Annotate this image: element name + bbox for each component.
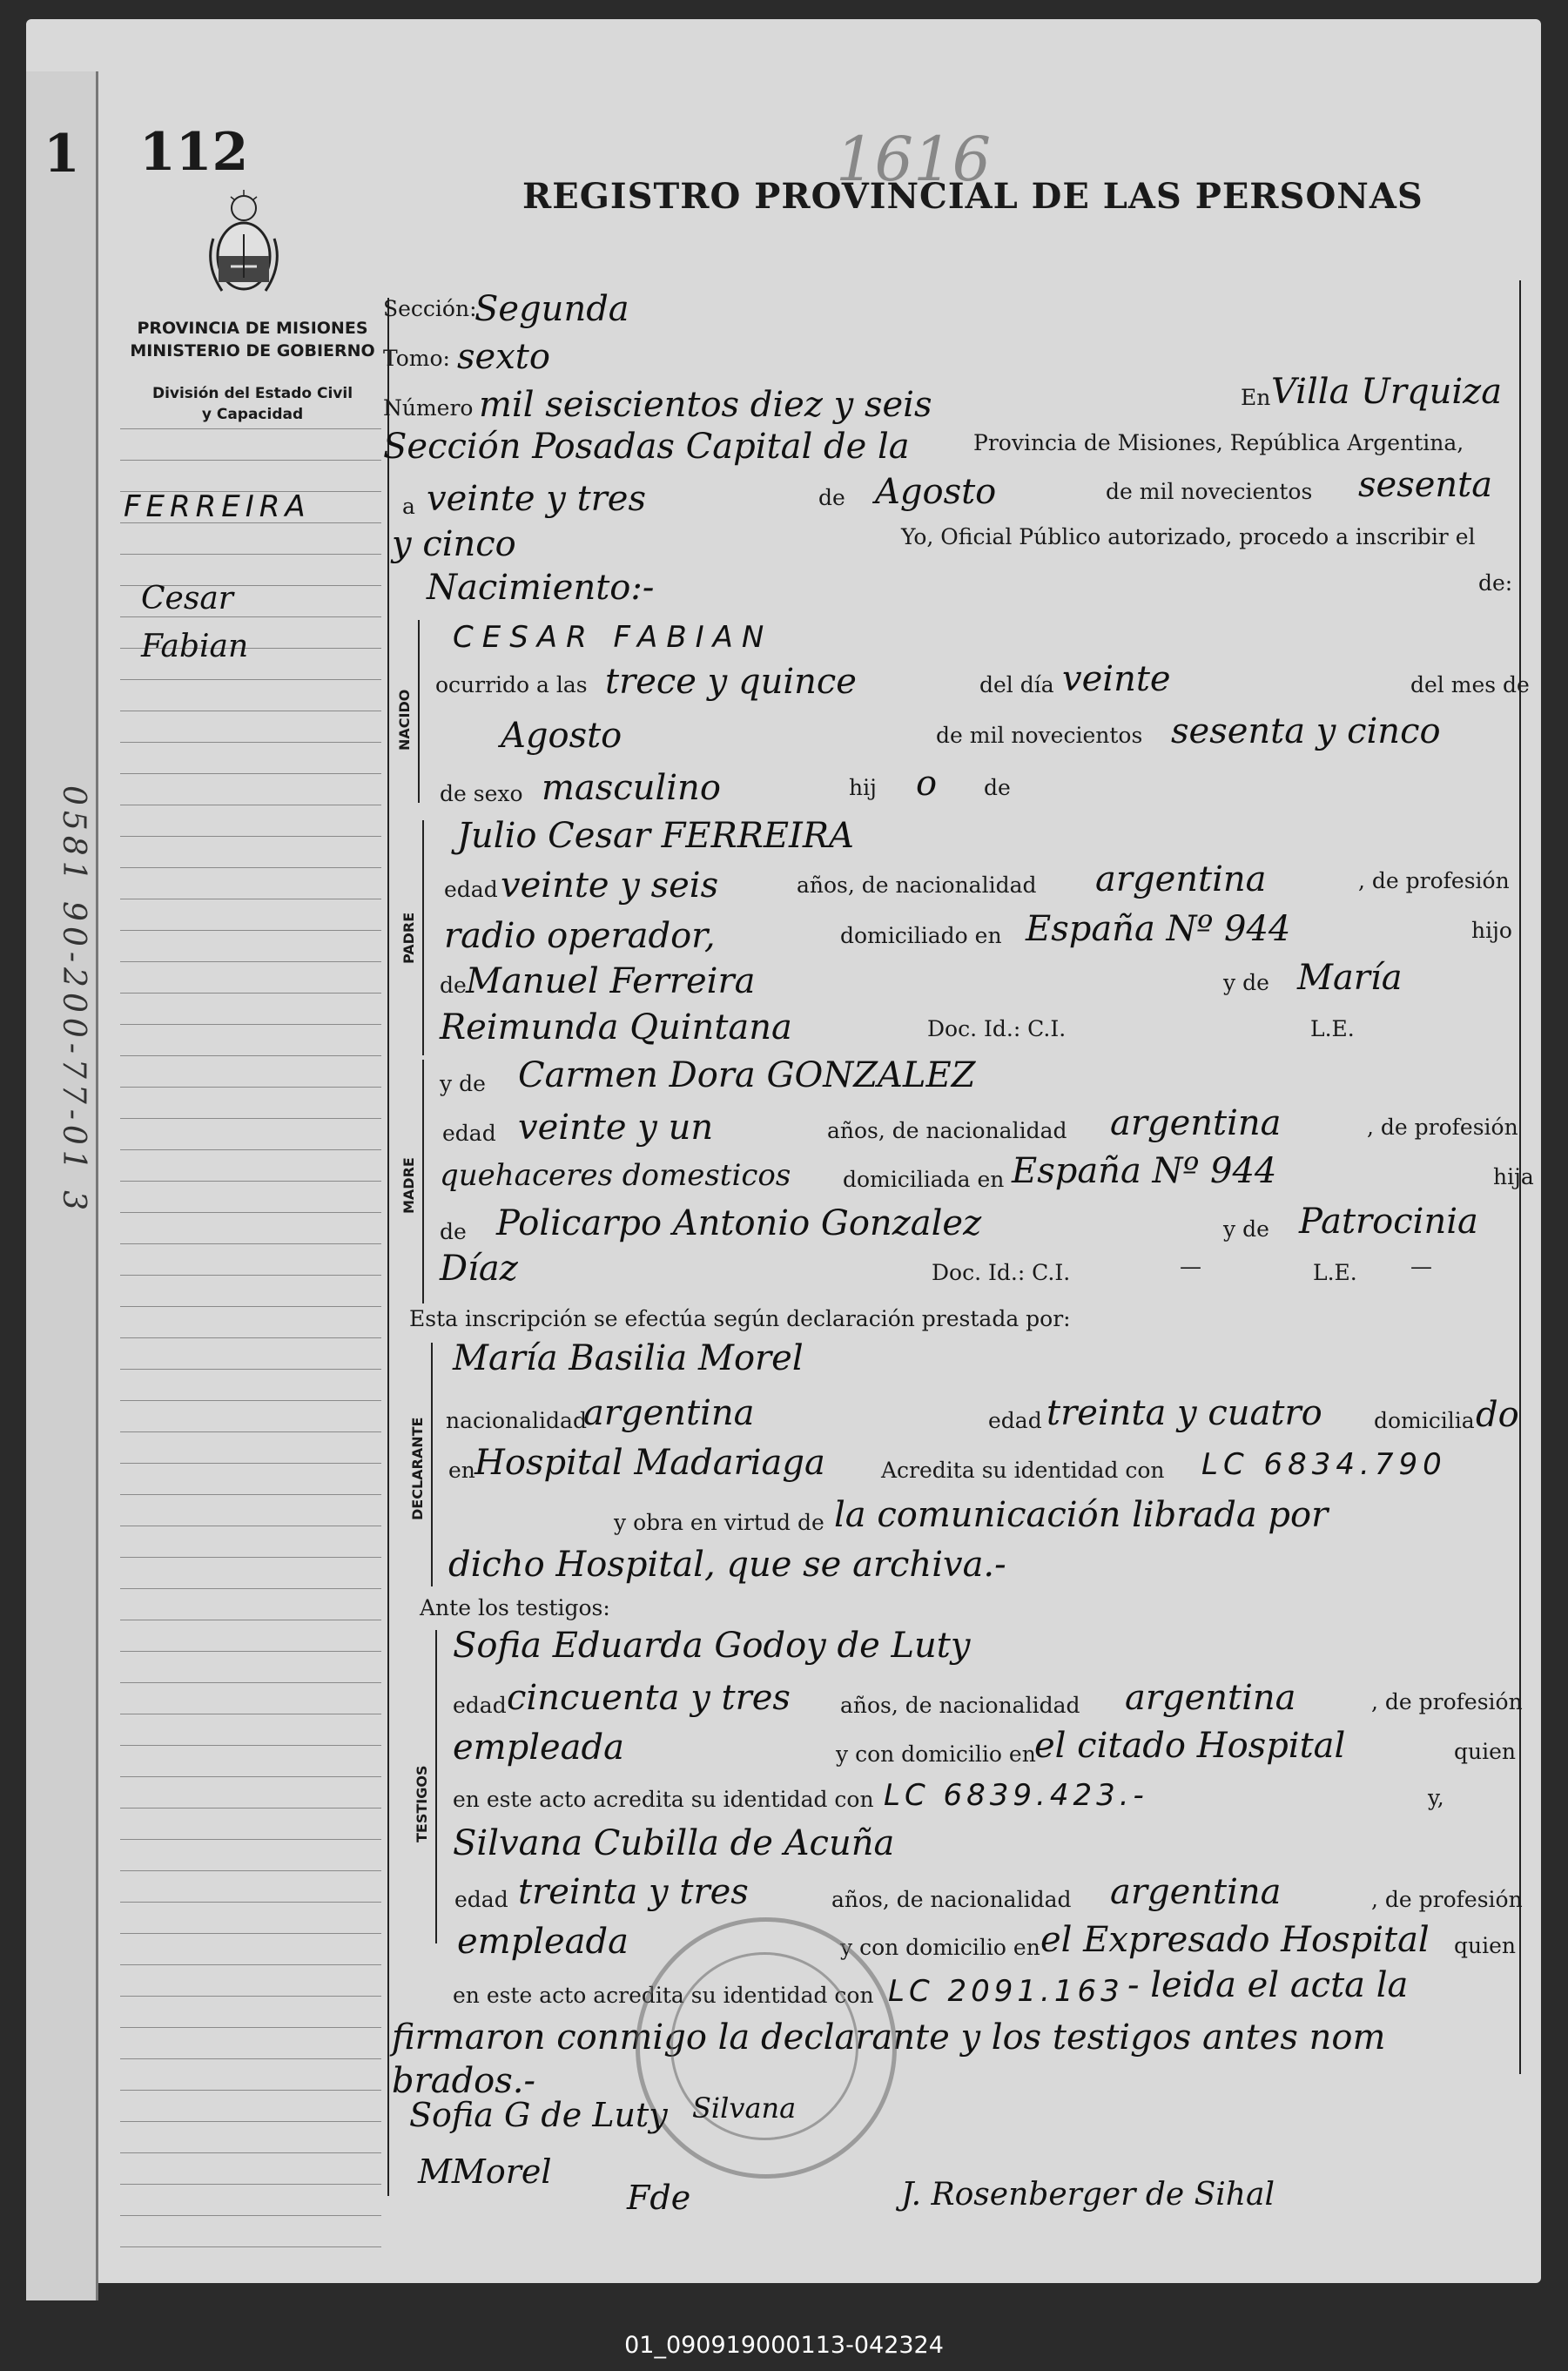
sidebar-rule [120, 1902, 381, 1903]
tomo-label: Tomo: [383, 346, 450, 371]
nacido-divider [418, 620, 420, 803]
signature-4: Fde [627, 2179, 691, 2217]
testigo-2-domicilio: el Expresado Hospital [1040, 1920, 1430, 1960]
padre-profesion: radio operador, [444, 916, 716, 956]
testigo-1-y-label: y, [1428, 1785, 1444, 1810]
sidebar-rule [120, 930, 381, 931]
sidebar-rule [120, 1243, 381, 1244]
sidebar-rule [120, 1996, 381, 1997]
testigo-1-edad-label: edad [453, 1693, 507, 1718]
declarante-intro: Esta inscripción se efectúa según declaración prestada por: [409, 1306, 1071, 1331]
sidebar-rule [120, 1337, 381, 1338]
declarante-obra-label: y obra en virtud de [614, 1510, 824, 1535]
sidebar-rule [120, 2246, 381, 2247]
division-line-1: División del Estado Civil [151, 385, 353, 402]
madre-y-de-label: y de [440, 1071, 486, 1096]
testigo-1-nacionalidad-label: años, de nacionalidad [840, 1693, 1080, 1718]
testigo-1-acredita-label: en este acto acredita su identidad con [453, 1787, 874, 1812]
padre-mother-2: Reimunda Quintana [440, 1007, 792, 1047]
document-title: REGISTRO PROVINCIAL DE LAS PERSONAS [522, 176, 1423, 217]
registration-year-2: y cinco [392, 524, 516, 564]
declarante-obra-2: dicho Hospital, que se archiva.- [448, 1545, 1006, 1585]
testigo-1-edad: cincuenta y tres [507, 1678, 791, 1718]
declarante-obra: la comunicación librada por [834, 1495, 1329, 1535]
seccion-label: Sección: [383, 296, 477, 321]
image-code: 01_090919000113-042324 [624, 2332, 944, 2359]
place-value-2: Sección Posadas Capital de la [383, 427, 910, 467]
padre-edad-label: edad [444, 877, 498, 902]
testigo-2-name: Silvana Cubilla de Acuña [453, 1823, 895, 1863]
sidebar-rule [120, 773, 381, 774]
sidebar-rule [120, 1275, 381, 1276]
institution-line-1: PROVINCIA DE MISIONES [137, 319, 368, 338]
hij-label: hij [849, 775, 877, 800]
sidebar-rule [120, 616, 381, 617]
sidebar-rule [120, 679, 381, 680]
sidebar-rule [120, 1087, 381, 1088]
declarante-divider [431, 1343, 433, 1586]
testigo-2-domicilio-label: y con domicilio en [840, 1935, 1040, 1960]
testigo-1-profesion: empleada [453, 1728, 624, 1768]
madre-tab: MADRE [400, 1157, 417, 1215]
padre-nacionalidad-label: años, de nacionalidad [797, 872, 1037, 898]
testigos-intro: Ante los testigos: [420, 1595, 610, 1620]
act-type: Nacimiento:- [427, 568, 655, 608]
division-line-2: y Capacidad [201, 406, 304, 423]
sidebar-rule [120, 1212, 381, 1213]
sidebar-rule [120, 1870, 381, 1871]
sidebar-rule [120, 1808, 381, 1809]
sidebar-rule [120, 993, 381, 994]
testigo-2-profesion-label: , de profesión [1371, 1887, 1523, 1912]
sidebar-rule [120, 867, 381, 868]
madre-nacionalidad: argentina [1110, 1103, 1282, 1143]
official-seal-icon [636, 1917, 897, 2179]
padre-le-label: L.E. [1310, 1016, 1355, 1041]
testigo-2-nacionalidad: argentina [1110, 1872, 1282, 1912]
declarante-nacionalidad-label: nacionalidad [446, 1408, 587, 1433]
testigo-1-domicilio-label: y con domicilio en [836, 1741, 1036, 1767]
de-colon-label: de: [1478, 570, 1513, 596]
spine-number: 1 [44, 124, 80, 185]
madre-hija-label: hija [1493, 1164, 1534, 1189]
testigo-1-nacionalidad: argentina [1125, 1678, 1296, 1718]
hij-value: o [916, 764, 938, 804]
declarante-name: María Basilia Morel [453, 1338, 804, 1378]
testigo-2-profesion: empleada [457, 1922, 629, 1962]
coat-of-arms-icon [205, 186, 283, 304]
testigo-2-quien-label: quien [1454, 1933, 1516, 1958]
closing-line-3: brados.- [392, 2061, 536, 2101]
padre-de-label: de [440, 973, 467, 998]
sidebar-rule [120, 1400, 381, 1401]
sidebar-rule [120, 1745, 381, 1746]
signature-5: J. Rosenberger de Sihal [901, 2177, 1275, 2213]
madre-doc-dash: — [1180, 1254, 1201, 1279]
de-label: de [818, 485, 845, 510]
testigos-divider [435, 1630, 437, 1943]
sidebar-rule [120, 2121, 381, 2122]
sidebar-rule [120, 1933, 381, 1934]
sidebar-rule [120, 460, 381, 461]
sidebar-rule [120, 1494, 381, 1495]
signature-1: Sofia G de Luty [409, 2096, 668, 2134]
registration-year: sesenta [1358, 465, 1493, 505]
madre-profesion-label: , de profesión [1367, 1115, 1518, 1140]
padre-hijo-label: hijo [1471, 918, 1512, 943]
sexo-label: de sexo [440, 781, 523, 806]
madre-y-de-label-2: y de [1223, 1216, 1269, 1242]
birth-month: Agosto [501, 716, 622, 756]
sidebar-rule [120, 1463, 381, 1464]
madre-edad-label: edad [442, 1121, 496, 1146]
padre-doc-label: Doc. Id.: C.I. [927, 1016, 1067, 1041]
sidebar-rule [120, 554, 381, 555]
officer-text: Yo, Oficial Público autorizado, procedo a inscribir el [901, 524, 1476, 549]
sidebar-rule [120, 2058, 381, 2059]
institution-line-2: MINISTERIO DE GOBIERNO [130, 341, 375, 360]
sidebar-rule [120, 836, 381, 837]
declarante-domicilio: Hospital Madariaga [474, 1443, 825, 1483]
testigo-1-profesion-label: , de profesión [1371, 1689, 1523, 1714]
sidebar-rule [120, 2184, 381, 2185]
declarante-tab: DECLARANTE [409, 1417, 426, 1521]
closing-line-1: - leida el acta la [1127, 1965, 1409, 2005]
form-left-border [387, 298, 389, 2196]
registration-day: veinte y tres [427, 479, 646, 519]
madre-de-label: de [440, 1219, 467, 1244]
del-mes-label: del mes de [1410, 672, 1530, 697]
sidebar-rule [120, 1181, 381, 1182]
testigo-2-acredita-label: en este acto acredita su identidad con [453, 1983, 874, 2008]
a-label: a [402, 494, 415, 519]
page-number: 112 [139, 122, 249, 183]
padre-y-de-label: y de [1223, 970, 1269, 995]
sidebar-rule [120, 1118, 381, 1119]
year-label: de mil novecientos [1106, 479, 1313, 504]
madre-name: Carmen Dora GONZALEZ [518, 1055, 976, 1095]
tomo-value: sexto [457, 337, 550, 377]
declarante-edad-label: edad [988, 1408, 1042, 1433]
sidebar-rule [120, 2027, 381, 2028]
numero-label: Número [383, 395, 474, 421]
sidebar-rule [120, 1055, 381, 1056]
nacido-de-label: de [984, 775, 1011, 800]
sidebar-rule [120, 1839, 381, 1840]
declarante-acredita-label: Acredita su identidad con [881, 1458, 1165, 1483]
sidebar-rule [120, 1024, 381, 1025]
del-dia-label: del día [979, 672, 1054, 697]
register-page [26, 19, 1541, 2283]
sidebar-rule [120, 2215, 381, 2216]
padre-nacionalidad: argentina [1095, 859, 1267, 899]
signature-2: Silvana [692, 2091, 797, 2125]
sidebar-rule [120, 1369, 381, 1370]
madre-edad: veinte y un [518, 1108, 714, 1148]
folio-number: 1616 [836, 124, 992, 195]
padre-profesion-label: , de profesión [1358, 868, 1510, 893]
testigo-2-nacionalidad-label: años, de nacionalidad [831, 1887, 1072, 1912]
madre-nacionalidad-label: años, de nacionalidad [827, 1118, 1067, 1143]
ocurrido-label: ocurrido a las [435, 672, 588, 697]
nacido-tab: NACIDO [396, 689, 413, 751]
madre-le-dash: — [1410, 1254, 1432, 1279]
sidebar-rule [120, 2152, 381, 2153]
sidebar-surname: FERREIRA [124, 489, 311, 524]
sidebar-rule [120, 1776, 381, 1777]
division-heading [118, 383, 387, 425]
birth-year-label: de mil novecientos [936, 723, 1143, 748]
testigo-1-name: Sofia Eduarda Godoy de Luty [453, 1626, 971, 1666]
padre-domicilio-label: domiciliado en [840, 923, 1002, 948]
provincia-text: Provincia de Misiones, República Argentina, [973, 430, 1464, 455]
numero-value: mil seiscientos diez y seis [479, 385, 932, 425]
madre-le-label: L.E. [1313, 1260, 1357, 1285]
en-label: En [1241, 385, 1271, 410]
sexo-value: masculino [542, 768, 721, 808]
madre-profesion: quehaceres domesticos [440, 1158, 791, 1193]
sidebar-rule [120, 742, 381, 743]
padre-mother: María [1297, 958, 1403, 998]
sidebar-rule [120, 1431, 381, 1432]
sidebar-rule [120, 1588, 381, 1589]
testigo-1-domicilio: el citado Hospital [1034, 1726, 1346, 1766]
place-value: Villa Urquiza [1271, 372, 1503, 412]
signature-3: MMorel [418, 2152, 552, 2191]
seccion-value: Segunda [474, 289, 629, 329]
margin-note: 0581 90-200-77-01 3 [56, 785, 91, 1216]
sidebar-rule [120, 1682, 381, 1683]
madre-divider [422, 1060, 424, 1303]
padre-edad: veinte y seis [501, 866, 719, 906]
registration-month: Agosto [875, 472, 997, 512]
nacido-name: CESAR FABIAN [453, 620, 773, 655]
padre-tab: PADRE [400, 912, 417, 964]
madre-domicilio-label: domiciliada en [843, 1167, 1005, 1192]
sidebar-rule [120, 1149, 381, 1150]
sidebar-rule [120, 2090, 381, 2091]
closing-line-2: firmaron conmigo la declarante y los testigos antes nom [392, 2017, 1386, 2058]
declarante-edad: treinta y cuatro [1046, 1393, 1322, 1433]
madre-doc-label: Doc. Id.: C.I. [932, 1260, 1071, 1285]
padre-name: Julio Cesar FERREIRA [457, 816, 854, 856]
madre-father: Policarpo Antonio Gonzalez [496, 1203, 982, 1243]
sidebar-rule [120, 1964, 381, 1965]
institution-heading [118, 317, 387, 362]
testigo-2-edad: treinta y tres [518, 1872, 749, 1912]
sidebar-rule [120, 961, 381, 962]
madre-mother: Patrocinia [1299, 1202, 1478, 1242]
sidebar-rule [120, 428, 381, 429]
padre-divider [422, 820, 424, 1055]
madre-mother-2: Díaz [440, 1249, 518, 1289]
testigo-1-id: LC 6839.423.- [884, 1778, 1148, 1813]
padre-domicilio: España Nº 944 [1026, 909, 1291, 949]
padre-father: Manuel Ferreira [466, 961, 756, 1001]
birth-year: sesenta y cinco [1171, 711, 1441, 751]
declarante-en-label: en [448, 1458, 475, 1483]
declarante-id: LC 6834.790 [1201, 1447, 1447, 1482]
birth-day: veinte [1062, 659, 1171, 699]
madre-domicilio: España Nº 944 [1012, 1151, 1277, 1191]
sidebar-rule [120, 1557, 381, 1558]
sidebar-given-name-1: Cesar [141, 581, 233, 616]
testigo-1-quien-label: quien [1454, 1739, 1516, 1764]
sidebar-rule [120, 1306, 381, 1307]
testigos-tab: TESTIGOS [414, 1765, 430, 1843]
declarante-domicilia-label: domicilia [1374, 1408, 1475, 1433]
declarante-nacionalidad: argentina [583, 1393, 755, 1433]
testigo-2-id: LC 2091.163 [888, 1974, 1124, 2009]
sidebar-given-name-2: Fabian [141, 629, 249, 664]
declarante-domicilia-suffix: do [1476, 1395, 1519, 1435]
sidebar-rule [120, 1651, 381, 1652]
birth-hour: trece y quince [605, 662, 857, 702]
testigo-2-edad-label: edad [454, 1887, 508, 1912]
